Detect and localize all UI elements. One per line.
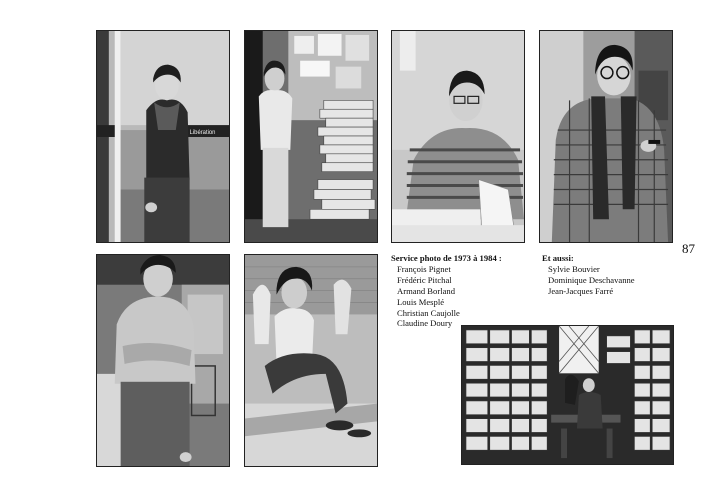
photo-man-glasses-pipe xyxy=(539,30,673,243)
photo-woman-seated-curb xyxy=(244,254,378,467)
caption-name: Christian Caujolle xyxy=(397,307,460,318)
photo-man-striped-shirt xyxy=(391,30,525,243)
photo-archive-shelves xyxy=(461,325,674,465)
page-number: 87 xyxy=(682,241,695,256)
caption-name: Dominique Deschavanne xyxy=(548,274,635,285)
photo-man-scarf-doorway xyxy=(96,30,230,243)
photo-man-among-boxes xyxy=(244,30,378,243)
caption-name: Sylvie Bouvier xyxy=(548,263,600,274)
caption-also-names xyxy=(542,264,672,297)
caption-also xyxy=(542,253,672,297)
caption-name: Armand Borland xyxy=(397,285,455,296)
caption-name: Frédéric Pitchal xyxy=(397,274,452,285)
caption-name: Jean-Jacques Farré xyxy=(548,285,614,296)
caption-name: François Pignet xyxy=(397,263,451,274)
door-sign-libe: Libération xyxy=(189,130,216,137)
caption-name: Louis Mesplé xyxy=(397,296,445,307)
caption-service-names xyxy=(391,264,531,329)
photo-man-arms-crossed xyxy=(96,254,230,467)
caption-service-heading: Service photo de 1973 à 1984 : xyxy=(391,253,502,263)
caption-service-photo xyxy=(391,253,531,329)
caption-name: Claudine Doury xyxy=(397,318,453,329)
caption-also-heading: Et aussi: xyxy=(542,253,574,263)
